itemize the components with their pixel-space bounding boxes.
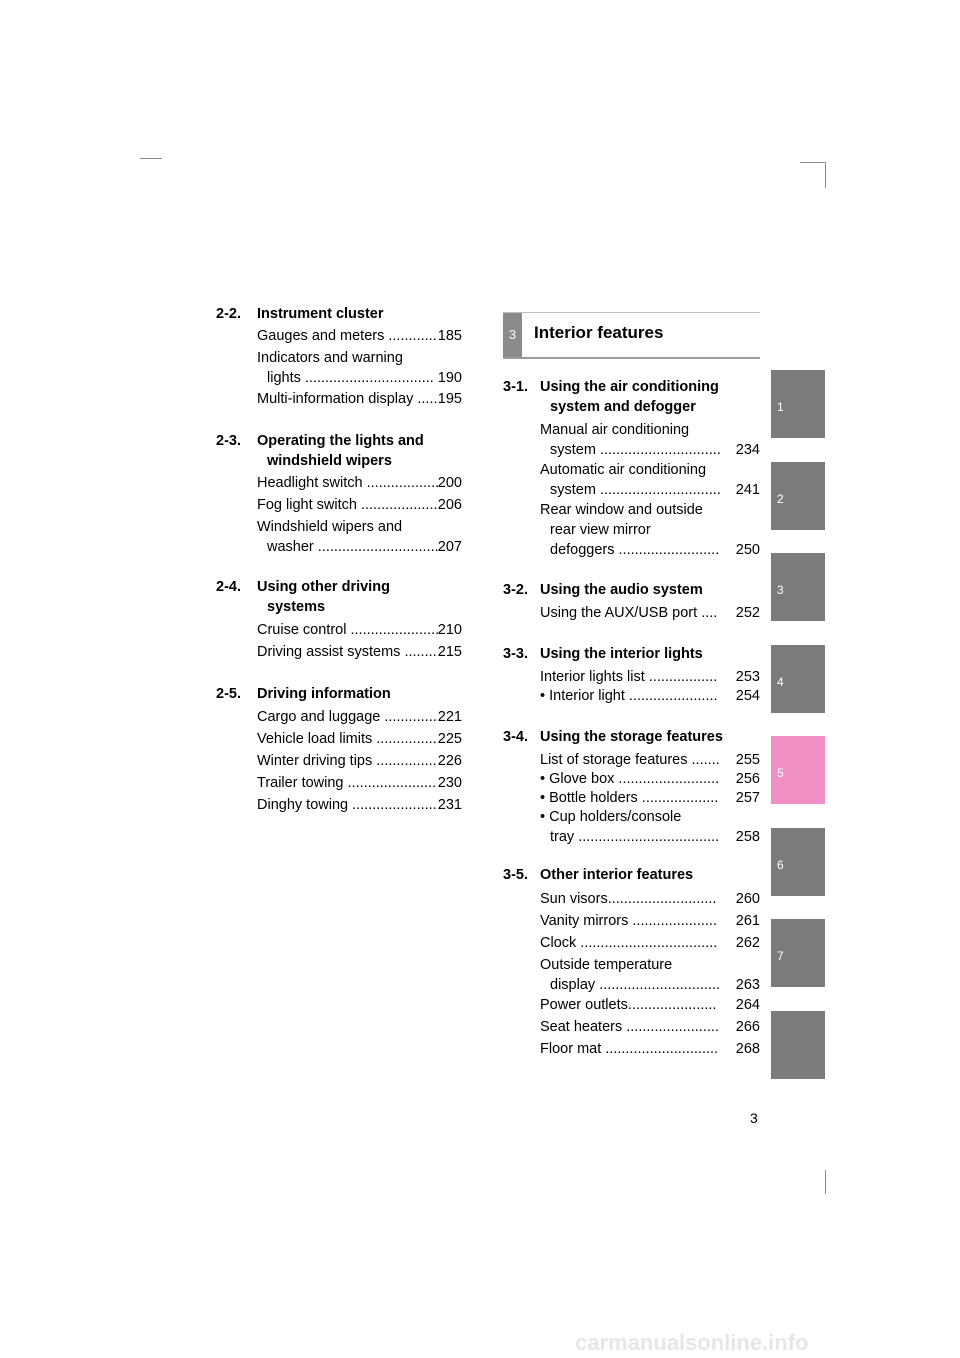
section-heading bbox=[503, 727, 528, 747]
section-number: 3-5. bbox=[503, 867, 528, 883]
chapter-tab-3[interactable]: 3 bbox=[771, 553, 825, 621]
page-ref: 241 bbox=[735, 482, 760, 498]
page-ref: 185 bbox=[437, 328, 462, 344]
section-heading bbox=[503, 865, 528, 885]
toc-entry[interactable]: • Interior light ...................... 254 bbox=[540, 688, 760, 704]
toc-entry[interactable]: Vanity mirrors ..................... 261 bbox=[540, 913, 760, 929]
toc-entry[interactable]: Using the AUX/USB port .... 252 bbox=[540, 605, 760, 621]
toc-entry[interactable]: Headlight switch .................. 200 bbox=[257, 475, 462, 491]
toc-entry[interactable]: Seat heaters ....................... 266 bbox=[540, 1019, 760, 1035]
page-ref: 268 bbox=[735, 1041, 760, 1057]
page-ref: 264 bbox=[735, 997, 760, 1013]
toc-entry[interactable]: Sun visors........................... 260 bbox=[540, 891, 760, 907]
chapter-tab-4[interactable]: 4 bbox=[771, 645, 825, 713]
section-title: Using the interior lights bbox=[540, 646, 703, 662]
page-ref: 215 bbox=[437, 644, 462, 660]
page-ref: 226 bbox=[437, 753, 462, 769]
page-ref: 231 bbox=[437, 797, 462, 813]
page-ref: 262 bbox=[735, 935, 760, 951]
crop-mark-bottom-right bbox=[825, 1170, 826, 1194]
page-ref: 234 bbox=[735, 442, 760, 458]
toc-entry[interactable]: Trailer towing ...................... 230 bbox=[257, 775, 462, 791]
toc-entry[interactable]: Cargo and luggage ............. 221 bbox=[257, 709, 462, 725]
crop-mark-top-right-h bbox=[800, 162, 825, 163]
page-ref: 206 bbox=[437, 497, 462, 513]
toc-entry[interactable]: Indicators and warning lights ................................ 190 bbox=[257, 350, 462, 386]
toc-entry[interactable]: Gauges and meters ............ 185 bbox=[257, 328, 462, 344]
page-ref: 258 bbox=[735, 829, 760, 845]
watermark: carmanualsonline.info bbox=[575, 1330, 809, 1355]
page-ref: 255 bbox=[735, 752, 760, 768]
section-heading bbox=[216, 304, 241, 324]
section-number: 2-2. bbox=[216, 306, 241, 322]
chapter-tab-2[interactable]: 2 bbox=[771, 462, 825, 530]
page-ref: 230 bbox=[437, 775, 462, 791]
toc-entry[interactable]: Winter driving tips ............... 226 bbox=[257, 753, 462, 769]
toc-entry[interactable]: Automatic air conditioning system .............................. 241 bbox=[540, 462, 760, 498]
toc-entry[interactable]: Cruise control ...................... 210 bbox=[257, 622, 462, 638]
section-title: Using the air conditioning bbox=[540, 379, 719, 395]
toc-entry[interactable]: Vehicle load limits ............... 225 bbox=[257, 731, 462, 747]
section-title: Using the audio system bbox=[540, 582, 703, 598]
section-title: Instrument cluster bbox=[257, 306, 384, 322]
toc-entry[interactable]: Driving assist systems ........ 215 bbox=[257, 644, 462, 660]
toc-entry[interactable]: Power outlets...................... 264 bbox=[540, 997, 760, 1013]
section-title-cont: system and defogger bbox=[550, 399, 696, 415]
section-heading bbox=[216, 577, 241, 597]
section-heading bbox=[503, 377, 528, 397]
chapter-tab-5[interactable]: 5 bbox=[771, 736, 825, 804]
page-ref: 225 bbox=[437, 731, 462, 747]
toc-entry[interactable]: • Glove box ......................... 256 bbox=[540, 771, 760, 787]
page-ref: 250 bbox=[735, 542, 760, 558]
page-ref: 261 bbox=[735, 913, 760, 929]
page-ref: 263 bbox=[735, 977, 760, 993]
section-number: 3-2. bbox=[503, 582, 528, 598]
section-title-cont: systems bbox=[267, 599, 326, 615]
section-title-cont: windshield wipers bbox=[267, 453, 392, 469]
toc-entry[interactable]: Clock .................................. 262 bbox=[540, 935, 760, 951]
page-ref: 266 bbox=[735, 1019, 760, 1035]
page-ref: 195 bbox=[437, 391, 462, 407]
toc-entry[interactable]: Interior lights list ................. 253 bbox=[540, 669, 760, 685]
crop-mark-top-right-v bbox=[825, 162, 826, 188]
section-heading bbox=[216, 431, 241, 451]
toc-entry[interactable]: Floor mat ............................ 268 bbox=[540, 1041, 760, 1057]
section-title: Using the storage features bbox=[540, 729, 723, 745]
chapter-title: Interior features bbox=[534, 323, 664, 342]
crop-mark-top-left bbox=[140, 158, 162, 159]
toc-entry[interactable]: • Cup holders/console tray ................................... 258 bbox=[540, 809, 760, 845]
section-number: 2-3. bbox=[216, 433, 241, 449]
page-number: 3 bbox=[750, 1110, 758, 1126]
section-number: 2-4. bbox=[216, 579, 241, 595]
section-title: Driving information bbox=[257, 686, 391, 702]
toc-entry[interactable]: List of storage features ....... 255 bbox=[540, 752, 760, 768]
toc-entry[interactable]: Windshield wipers and washer .............................. 207 bbox=[257, 519, 462, 555]
page-ref: 252 bbox=[735, 605, 760, 621]
page-ref: 257 bbox=[735, 790, 760, 806]
page-ref: 210 bbox=[437, 622, 462, 638]
section-number: 2-5. bbox=[216, 686, 241, 702]
toc-entry[interactable]: Fog light switch ................... 206 bbox=[257, 497, 462, 513]
page-ref: 254 bbox=[735, 688, 760, 704]
page-ref: 200 bbox=[437, 475, 462, 491]
toc-entry[interactable]: Dinghy towing ..................... 231 bbox=[257, 797, 462, 813]
toc-entry[interactable]: Multi-information display ..... 195 bbox=[257, 391, 462, 407]
chapter-header bbox=[503, 312, 760, 359]
section-heading bbox=[503, 644, 528, 664]
section-heading bbox=[216, 684, 241, 704]
page-ref: 253 bbox=[735, 669, 760, 685]
chapter-tab-7[interactable]: 7 bbox=[771, 919, 825, 987]
page-ref: 221 bbox=[437, 709, 462, 725]
section-number: 3-3. bbox=[503, 646, 528, 662]
toc-entry[interactable]: • Bottle holders ................... 257 bbox=[540, 790, 760, 806]
toc-entry[interactable]: Rear window and outside rear view mirror defoggers ......................... 250 bbox=[540, 502, 760, 558]
section-heading bbox=[503, 580, 528, 600]
chapter-tab-index[interactable] bbox=[771, 1011, 825, 1079]
section-title: Operating the lights and bbox=[257, 433, 424, 449]
toc-entry[interactable]: Manual air conditioning system .............................. 234 bbox=[540, 422, 760, 458]
section-title: Using other driving bbox=[257, 579, 390, 595]
page-ref: 260 bbox=[735, 891, 760, 907]
chapter-tab-6[interactable]: 6 bbox=[771, 828, 825, 896]
section-title: Other interior features bbox=[540, 867, 694, 883]
section-number: 3-4. bbox=[503, 729, 528, 745]
chapter-tab-1[interactable]: 1 bbox=[771, 370, 825, 438]
page-ref: 190 bbox=[437, 370, 462, 386]
section-number: 3-1. bbox=[503, 379, 528, 395]
toc-entry[interactable]: Outside temperature display .............................. 263 bbox=[540, 957, 760, 993]
page-ref: 207 bbox=[437, 539, 462, 555]
page-ref: 256 bbox=[735, 771, 760, 787]
chapter-tab-number: 3 bbox=[503, 313, 522, 357]
